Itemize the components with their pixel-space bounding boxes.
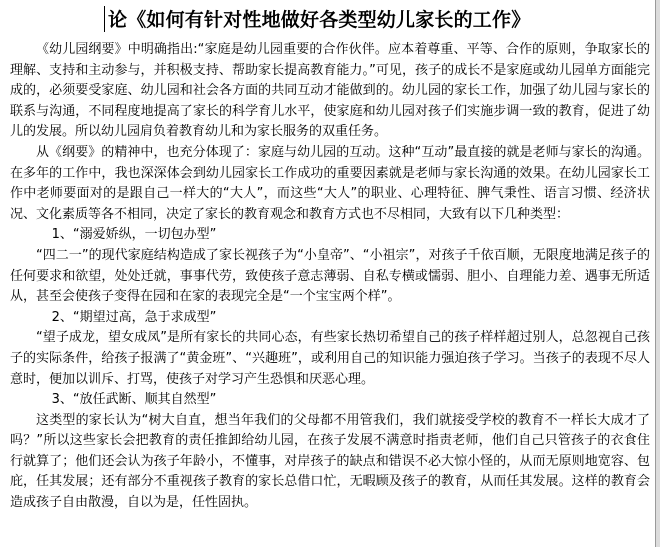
section-heading-2: 2、“期望过高，急于求成型” (51, 309, 217, 325)
paragraph-interaction: 从《纲要》的精神中，也充分体现了：家庭与幼儿园的互动。这种“互动”最直接的就是老师与家长的沟通。在多年的工作中，我也深深体会到幼儿园家长工作成功的重要因素就是老师与家长沟通的效果。在幼儿园家长工作中老师要面对的是跟自己一样大的“大人”，而这些“大人”的职业、心理特征、脾气秉性、语言习惯、经济状况、文化素质等各不相同，决定了家长的教育观念和教育方式也不尽相同，大致有以下几种类型： (10, 144, 650, 222)
document-body (10, 40, 650, 514)
document-title: 论《如何有针对性地做好各类型幼儿家长的工作》 (108, 9, 531, 31)
text-cursor (104, 6, 105, 32)
section-heading-3: 3、“放任武断、顺其自然型” (51, 392, 217, 408)
paragraph-intro: 《幼儿园纲要》中明确指出:“家庭是幼儿园重要的合作伙伴。应本着尊重、平等、合作的原则，争取家长的理解、支持和主动参与，并积极支持、帮助家长提高教育能力。”可见，孩子的成长不是家庭或幼儿园单方面能完成的，必须要受家庭、幼儿园和社会各方面的共同互动才能做到的。幼儿园的家长工作，加强了幼儿园与家长的联系与沟通，不同程度地提高了家长的科学育儿水平，使家庭和幼儿园对孩子们实施步调一致的教育，促进了幼儿的发展。所以幼儿园肩负着教育幼儿和为家长服务的双重任务。 (10, 42, 650, 140)
paragraph-type-2: “望子成龙，望女成凤”是所有家长的共同心态，有些家长热切希望自己的孩子样样超过别人，总忽视自己孩子的实际条件，给孩子报满了“黄金班”、“兴趣班”，或利用自己的知识能力强迫孩子学习。当孩子的表现不尽人意时，便加以训斥、打骂，使孩子对学习产生恐惧和厌恶心理。 (10, 330, 650, 387)
paragraph-type-3: 这类型的家长认为“树大自直，想当年我们的父母都不用管我们，我们就接受学校的教育不一样长大成才了吗？”所以这些家长会把教育的责任推卸给幼儿园，在孩子发展不满意时指责老师，他们自己只管孩子的衣食住行就算了；他们还会认为孩子年龄小，不懂事，对岸孩子的缺点和错误不必大惊小怪的，从而无原则地宽容、包庇，任其发展；还有部分不重视孩子教育的家长总借口忙，无暇顾及孩子的教育，从而任其发展。这样的教育会造成孩子自由散漫，自以为是，任性固执。 (10, 412, 650, 511)
section-heading-1: 1、“溺爱娇纵，一切包办型” (51, 227, 217, 243)
paragraph-type-1: “四二一”的现代家庭结构造成了家长视孩子为“小皇帝”、“小祖宗”，对孩子千依百顺，无限度地满足孩子的任何要求和欲望，处处迁就，事事代劳，致使孩子意志薄弱、自私专横或懦弱、胆小、自理能力差、遇事无所适从，甚至会使孩子变得在园和在家的表现完全是“一个宝宝两个样”。 (10, 247, 650, 305)
window-scroll-gutter[interactable] (656, 0, 660, 547)
